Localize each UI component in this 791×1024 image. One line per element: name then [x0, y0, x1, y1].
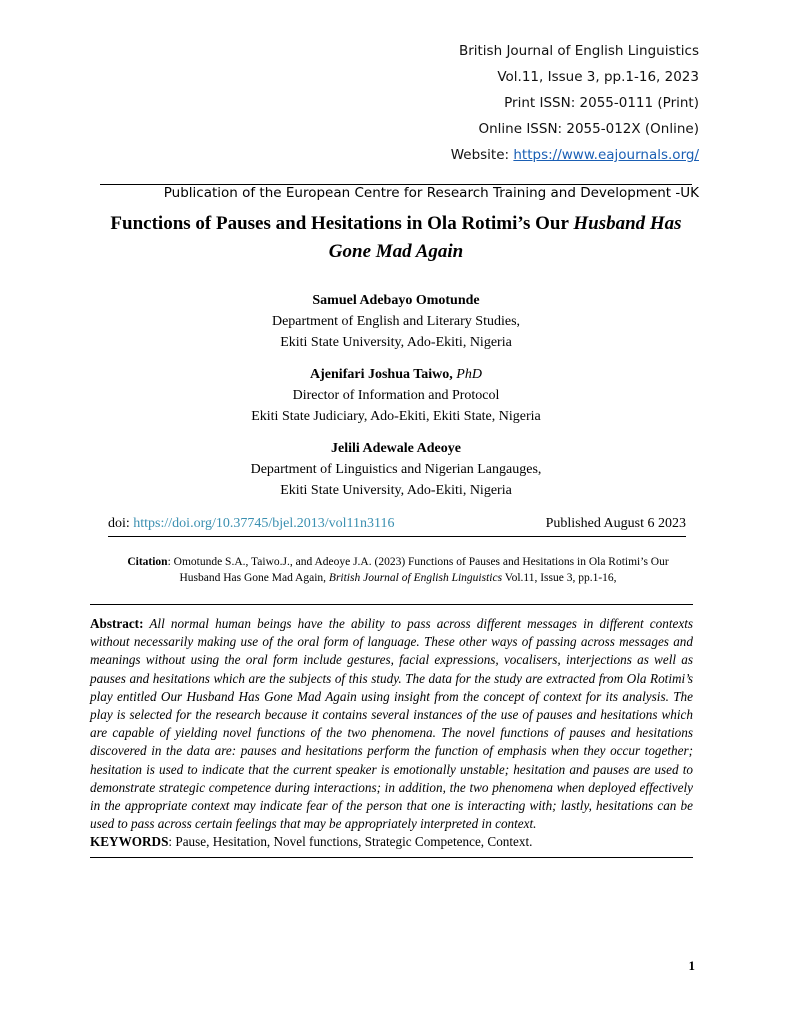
abstract: [90, 615, 693, 833]
author-block: [100, 438, 692, 501]
publisher-line: Publication of the European Centre for Research Training and Development -UK: [163, 185, 699, 201]
abstract-label: Abstract:: [90, 616, 144, 631]
keywords: [90, 833, 693, 851]
abstract-body: All normal human beings have the ability to pass across different messages in different contexts without necessarily making use of the oral form of language. These other ways of passing across messages and meanings without using the oral form include gestures, facial expressions, vocalisers, interjections as well as pauses and hesitations which are the subjects of this study. The data for the study are extracted from Ola Rotimi’s play entitled Our Husband Has Gone Mad Again using insight from the concept of context for its analysis. The play is selected for the research because it contains several instances of the use of pauses and hesitations which are capable of yielding novel functions of the two phenomena. The novel functions of pauses and hesitations discovered in the data are: pauses and hesitations perform the function of emphasis when they occur together; hesitation is used to indicate that the current speaker is emotionally unstable; hesitation and pauses are used to demonstrate strategic competence during interactions; in addition, the two phenomena when deployed effectively in the appropriate context may indicate fear of the person that one is interacting with; lastly, hesitations can be used to pass across certain feelings that may be appropriately interpreted in context.: [90, 616, 693, 832]
keywords-label: KEYWORDS: [90, 834, 169, 850]
author-affiliation-line1: Department of Linguistics and Nigerian Langauges,: [250, 462, 542, 477]
citation-label: Citation: [127, 556, 168, 568]
print-issn: Print ISSN: 2055-0111 (Print): [504, 95, 699, 111]
author-block: [100, 290, 692, 353]
author-name: Ajenifari Joshua Taiwo, PhD: [310, 367, 482, 382]
website-link[interactable]: https://www.eajournals.org/: [513, 147, 699, 163]
page-number: 1: [688, 958, 695, 973]
author-affiliation-line2: Ekiti State University, Ado-Ekiti, Nigeria: [280, 335, 512, 350]
journal-volume: Vol.11, Issue 3, pp.1-16, 2023: [497, 69, 699, 85]
author-degree: PhD: [456, 367, 482, 382]
doi: [108, 516, 395, 532]
published-date: Published August 6 2023: [545, 516, 686, 531]
website-line: [451, 142, 699, 168]
online-issn: Online ISSN: 2055-012X (Online): [478, 121, 699, 137]
paper-title: [100, 210, 692, 266]
citation: [118, 554, 678, 586]
author-affiliation-line1: Director of Information and Protocol: [292, 388, 500, 403]
citation-text: : Omotunde S.A., Taiwo.J., and Adeoye J.A. (2023) Functions of Pauses and Hesitations in Ola Rotimi’s Our Husband Has Gone Mad Again,: [167, 556, 669, 584]
keywords-text: : Pause, Hesitation, Novel functions, Strategic Competence, Context.: [168, 834, 533, 850]
doi-link[interactable]: https://doi.org/10.37745/bjel.2013/vol11n3116: [133, 516, 395, 531]
title-part2: Husband Has Gone Mad Again: [328, 213, 682, 262]
journal-header: [451, 38, 699, 168]
author-list: [100, 290, 692, 512]
title-part1: Functions of Pauses and Hesitations in Ola Rotimi’s Our: [110, 213, 574, 234]
citation-journal: British Journal of English Linguistics: [328, 572, 503, 584]
author-name: Jelili Adewale Adeoye: [331, 441, 461, 456]
author-affiliation-line2: Ekiti State Judiciary, Ado-Ekiti, Ekiti State, Nigeria: [251, 409, 541, 424]
author-block: [100, 364, 692, 427]
author-affiliation-line2: Ekiti State University, Ado-Ekiti, Nigeria: [280, 483, 512, 498]
doi-row: [108, 516, 686, 537]
author-name: Samuel Adebayo Omotunde: [312, 293, 480, 308]
doi-label: doi:: [108, 516, 134, 531]
journal-name: British Journal of English Linguistics: [458, 43, 699, 59]
citation-details: Vol.11, Issue 3, pp.1-16,: [502, 572, 617, 584]
website-label: Website:: [450, 147, 514, 163]
abstract-section: [90, 604, 693, 858]
author-affiliation-line1: Department of English and Literary Studies,: [271, 314, 521, 329]
